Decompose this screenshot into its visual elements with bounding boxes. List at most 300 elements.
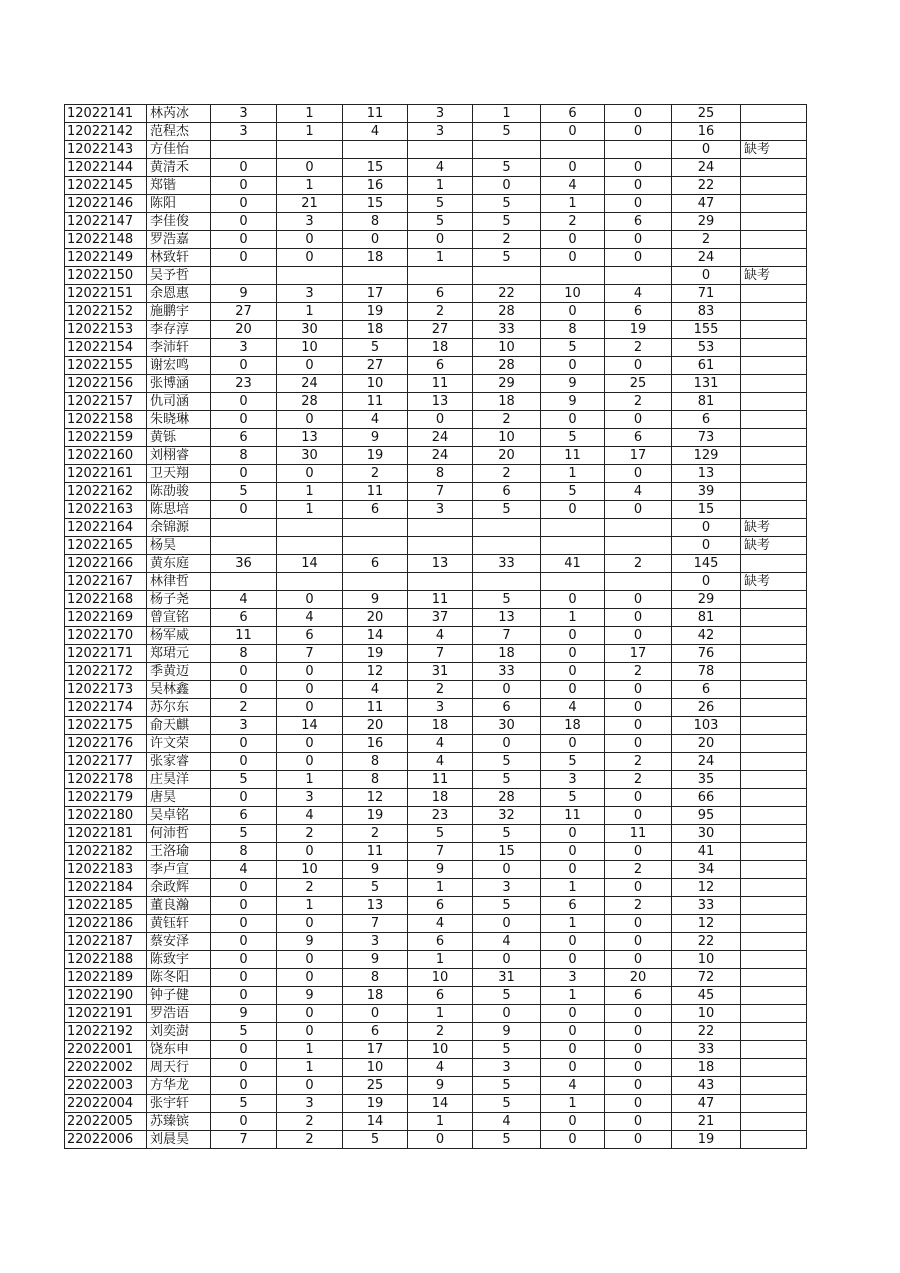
total-score-cell: 29 bbox=[672, 591, 741, 609]
total-score-cell: 6 bbox=[672, 681, 741, 699]
total-score-cell: 131 bbox=[672, 375, 741, 393]
q3-score-cell bbox=[343, 267, 408, 285]
q1-score-cell: 7 bbox=[211, 1131, 277, 1149]
q5-score-cell: 0 bbox=[473, 915, 541, 933]
table-row bbox=[65, 1077, 807, 1095]
remark-cell bbox=[741, 987, 807, 1005]
student-name-cell: 张宇轩 bbox=[147, 1095, 211, 1113]
student-id-cell: 12022182 bbox=[65, 843, 147, 861]
q5-score-cell: 5 bbox=[473, 771, 541, 789]
student-name-cell: 吴林鑫 bbox=[147, 681, 211, 699]
q7-score-cell bbox=[605, 519, 672, 537]
q5-score-cell: 5 bbox=[473, 1131, 541, 1149]
q2-score-cell: 13 bbox=[277, 429, 343, 447]
q1-score-cell: 0 bbox=[211, 915, 277, 933]
student-name-cell: 仇司涵 bbox=[147, 393, 211, 411]
q1-score-cell: 8 bbox=[211, 645, 277, 663]
student-id-cell: 12022143 bbox=[65, 141, 147, 159]
q1-score-cell: 0 bbox=[211, 663, 277, 681]
student-name-cell: 陈冬阳 bbox=[147, 969, 211, 987]
q7-score-cell: 0 bbox=[605, 159, 672, 177]
q1-score-cell: 8 bbox=[211, 843, 277, 861]
q5-score-cell: 0 bbox=[473, 951, 541, 969]
remark-cell bbox=[741, 555, 807, 573]
total-score-cell: 61 bbox=[672, 357, 741, 375]
student-name-cell: 罗浩嘉 bbox=[147, 231, 211, 249]
q1-score-cell: 0 bbox=[211, 735, 277, 753]
student-id-cell: 12022171 bbox=[65, 645, 147, 663]
q2-score-cell: 0 bbox=[277, 843, 343, 861]
remark-cell bbox=[741, 321, 807, 339]
q7-score-cell: 0 bbox=[605, 1077, 672, 1095]
student-id-cell: 12022186 bbox=[65, 915, 147, 933]
table-row bbox=[65, 789, 807, 807]
total-score-cell: 0 bbox=[672, 519, 741, 537]
student-id-cell: 12022190 bbox=[65, 987, 147, 1005]
student-name-cell: 罗浩语 bbox=[147, 1005, 211, 1023]
q3-score-cell: 20 bbox=[343, 717, 408, 735]
q2-score-cell: 14 bbox=[277, 717, 343, 735]
total-score-cell: 19 bbox=[672, 1131, 741, 1149]
q1-score-cell: 0 bbox=[211, 1113, 277, 1131]
table-row bbox=[65, 429, 807, 447]
q4-score-cell: 1 bbox=[408, 1005, 473, 1023]
total-score-cell: 72 bbox=[672, 969, 741, 987]
q4-score-cell: 6 bbox=[408, 897, 473, 915]
q2-score-cell: 0 bbox=[277, 231, 343, 249]
q1-score-cell: 0 bbox=[211, 231, 277, 249]
q5-score-cell: 0 bbox=[473, 735, 541, 753]
q6-score-cell: 0 bbox=[541, 1041, 605, 1059]
q1-score-cell: 0 bbox=[211, 789, 277, 807]
q2-score-cell: 1 bbox=[277, 177, 343, 195]
total-score-cell: 73 bbox=[672, 429, 741, 447]
q6-score-cell: 4 bbox=[541, 1077, 605, 1095]
q1-score-cell: 0 bbox=[211, 753, 277, 771]
q6-score-cell: 3 bbox=[541, 969, 605, 987]
total-score-cell: 10 bbox=[672, 1005, 741, 1023]
table-row bbox=[65, 915, 807, 933]
q4-score-cell: 5 bbox=[408, 195, 473, 213]
table-row bbox=[65, 105, 807, 123]
remark-cell bbox=[741, 645, 807, 663]
q7-score-cell bbox=[605, 537, 672, 555]
remark-cell bbox=[741, 483, 807, 501]
q2-score-cell: 1 bbox=[277, 303, 343, 321]
q1-score-cell: 0 bbox=[211, 969, 277, 987]
q2-score-cell: 0 bbox=[277, 159, 343, 177]
q6-score-cell bbox=[541, 141, 605, 159]
q2-score-cell: 0 bbox=[277, 1005, 343, 1023]
student-name-cell: 杨子尧 bbox=[147, 591, 211, 609]
q6-score-cell: 10 bbox=[541, 285, 605, 303]
q5-score-cell: 5 bbox=[473, 123, 541, 141]
remark-cell bbox=[741, 501, 807, 519]
q1-score-cell: 0 bbox=[211, 933, 277, 951]
q2-score-cell: 0 bbox=[277, 591, 343, 609]
q1-score-cell bbox=[211, 537, 277, 555]
q5-score-cell: 4 bbox=[473, 933, 541, 951]
q5-score-cell bbox=[473, 537, 541, 555]
remark-cell bbox=[741, 249, 807, 267]
q4-score-cell: 5 bbox=[408, 213, 473, 231]
remark-cell bbox=[741, 1113, 807, 1131]
q4-score-cell: 4 bbox=[408, 1059, 473, 1077]
q6-score-cell: 0 bbox=[541, 681, 605, 699]
q6-score-cell: 1 bbox=[541, 987, 605, 1005]
total-score-cell: 21 bbox=[672, 1113, 741, 1131]
student-name-cell: 黄钰轩 bbox=[147, 915, 211, 933]
remark-cell bbox=[741, 627, 807, 645]
student-name-cell: 俞天麒 bbox=[147, 717, 211, 735]
remark-cell bbox=[741, 1005, 807, 1023]
q7-score-cell: 0 bbox=[605, 465, 672, 483]
q4-score-cell: 24 bbox=[408, 429, 473, 447]
q4-score-cell: 5 bbox=[408, 825, 473, 843]
q6-score-cell: 0 bbox=[541, 933, 605, 951]
q1-score-cell: 0 bbox=[211, 177, 277, 195]
q6-score-cell: 9 bbox=[541, 375, 605, 393]
q2-score-cell: 0 bbox=[277, 249, 343, 267]
student-id-cell: 12022175 bbox=[65, 717, 147, 735]
q3-score-cell: 11 bbox=[343, 483, 408, 501]
table-row bbox=[65, 573, 807, 591]
q1-score-cell: 0 bbox=[211, 951, 277, 969]
remark-cell: 缺考 bbox=[741, 141, 807, 159]
q1-score-cell: 0 bbox=[211, 411, 277, 429]
student-name-cell: 林致轩 bbox=[147, 249, 211, 267]
q7-score-cell: 6 bbox=[605, 303, 672, 321]
q4-score-cell bbox=[408, 573, 473, 591]
total-score-cell: 35 bbox=[672, 771, 741, 789]
total-score-cell: 26 bbox=[672, 699, 741, 717]
table-row bbox=[65, 825, 807, 843]
q4-score-cell bbox=[408, 267, 473, 285]
q6-score-cell bbox=[541, 537, 605, 555]
table-row bbox=[65, 771, 807, 789]
total-score-cell: 95 bbox=[672, 807, 741, 825]
table-row bbox=[65, 285, 807, 303]
q5-score-cell bbox=[473, 573, 541, 591]
q5-score-cell: 5 bbox=[473, 825, 541, 843]
remark-cell bbox=[741, 789, 807, 807]
student-id-cell: 22022003 bbox=[65, 1077, 147, 1095]
remark-cell bbox=[741, 897, 807, 915]
q3-score-cell: 15 bbox=[343, 159, 408, 177]
q2-score-cell: 21 bbox=[277, 195, 343, 213]
total-score-cell: 45 bbox=[672, 987, 741, 1005]
q4-score-cell: 6 bbox=[408, 357, 473, 375]
score-table-body bbox=[65, 105, 807, 1149]
q1-score-cell: 5 bbox=[211, 1095, 277, 1113]
total-score-cell: 129 bbox=[672, 447, 741, 465]
q1-score-cell bbox=[211, 267, 277, 285]
q6-score-cell: 1 bbox=[541, 915, 605, 933]
table-row bbox=[65, 987, 807, 1005]
remark-cell bbox=[741, 951, 807, 969]
q7-score-cell: 2 bbox=[605, 663, 672, 681]
q3-score-cell: 7 bbox=[343, 915, 408, 933]
q4-score-cell: 4 bbox=[408, 735, 473, 753]
student-id-cell: 12022189 bbox=[65, 969, 147, 987]
q1-score-cell: 0 bbox=[211, 1077, 277, 1095]
student-id-cell: 12022183 bbox=[65, 861, 147, 879]
total-score-cell: 24 bbox=[672, 159, 741, 177]
q2-score-cell: 1 bbox=[277, 1041, 343, 1059]
remark-cell bbox=[741, 159, 807, 177]
table-row bbox=[65, 447, 807, 465]
q6-score-cell: 5 bbox=[541, 789, 605, 807]
q5-score-cell: 5 bbox=[473, 591, 541, 609]
q7-score-cell: 2 bbox=[605, 339, 672, 357]
q6-score-cell: 0 bbox=[541, 861, 605, 879]
remark-cell bbox=[741, 591, 807, 609]
total-score-cell: 2 bbox=[672, 231, 741, 249]
q3-score-cell: 8 bbox=[343, 753, 408, 771]
total-score-cell: 78 bbox=[672, 663, 741, 681]
q3-score-cell: 8 bbox=[343, 969, 408, 987]
q3-score-cell: 19 bbox=[343, 645, 408, 663]
q4-score-cell: 0 bbox=[408, 231, 473, 249]
q1-score-cell: 0 bbox=[211, 1059, 277, 1077]
q1-score-cell bbox=[211, 141, 277, 159]
q2-score-cell: 3 bbox=[277, 285, 343, 303]
total-score-cell: 0 bbox=[672, 573, 741, 591]
total-score-cell: 53 bbox=[672, 339, 741, 357]
q7-score-cell: 0 bbox=[605, 915, 672, 933]
q7-score-cell: 0 bbox=[605, 807, 672, 825]
q1-score-cell: 0 bbox=[211, 1041, 277, 1059]
q3-score-cell: 18 bbox=[343, 321, 408, 339]
q6-score-cell bbox=[541, 573, 605, 591]
student-id-cell: 12022151 bbox=[65, 285, 147, 303]
q5-score-cell: 9 bbox=[473, 1023, 541, 1041]
q1-score-cell: 8 bbox=[211, 447, 277, 465]
q3-score-cell: 4 bbox=[343, 411, 408, 429]
table-row bbox=[65, 735, 807, 753]
student-id-cell: 12022191 bbox=[65, 1005, 147, 1023]
q3-score-cell: 19 bbox=[343, 303, 408, 321]
q7-score-cell: 0 bbox=[605, 951, 672, 969]
table-row bbox=[65, 339, 807, 357]
q6-score-cell: 3 bbox=[541, 771, 605, 789]
total-score-cell: 29 bbox=[672, 213, 741, 231]
table-row bbox=[65, 321, 807, 339]
student-id-cell: 12022170 bbox=[65, 627, 147, 645]
student-name-cell: 陈致宇 bbox=[147, 951, 211, 969]
student-id-cell: 12022185 bbox=[65, 897, 147, 915]
student-name-cell: 刘栩睿 bbox=[147, 447, 211, 465]
q5-score-cell: 5 bbox=[473, 1095, 541, 1113]
table-row bbox=[65, 141, 807, 159]
q2-score-cell: 28 bbox=[277, 393, 343, 411]
q4-score-cell: 2 bbox=[408, 303, 473, 321]
q3-score-cell: 19 bbox=[343, 447, 408, 465]
q4-score-cell: 4 bbox=[408, 627, 473, 645]
q7-score-cell: 17 bbox=[605, 645, 672, 663]
q1-score-cell: 2 bbox=[211, 699, 277, 717]
q3-score-cell: 14 bbox=[343, 1113, 408, 1131]
remark-cell bbox=[741, 735, 807, 753]
q2-score-cell: 1 bbox=[277, 897, 343, 915]
total-score-cell: 16 bbox=[672, 123, 741, 141]
q6-score-cell: 0 bbox=[541, 1113, 605, 1131]
total-score-cell: 47 bbox=[672, 1095, 741, 1113]
q1-score-cell: 0 bbox=[211, 357, 277, 375]
total-score-cell: 42 bbox=[672, 627, 741, 645]
q7-score-cell: 0 bbox=[605, 411, 672, 429]
student-id-cell: 12022165 bbox=[65, 537, 147, 555]
q1-score-cell: 0 bbox=[211, 501, 277, 519]
student-id-cell: 12022168 bbox=[65, 591, 147, 609]
table-row bbox=[65, 249, 807, 267]
q2-score-cell: 0 bbox=[277, 1077, 343, 1095]
student-name-cell: 余政辉 bbox=[147, 879, 211, 897]
total-score-cell: 22 bbox=[672, 933, 741, 951]
student-id-cell: 22022001 bbox=[65, 1041, 147, 1059]
student-name-cell: 饶东申 bbox=[147, 1041, 211, 1059]
q2-score-cell: 30 bbox=[277, 447, 343, 465]
remark-cell bbox=[741, 447, 807, 465]
total-score-cell: 30 bbox=[672, 825, 741, 843]
student-id-cell: 12022158 bbox=[65, 411, 147, 429]
q5-score-cell: 5 bbox=[473, 753, 541, 771]
q1-score-cell: 36 bbox=[211, 555, 277, 573]
q1-score-cell: 3 bbox=[211, 123, 277, 141]
q7-score-cell: 0 bbox=[605, 681, 672, 699]
student-name-cell: 郑锴 bbox=[147, 177, 211, 195]
q2-score-cell: 2 bbox=[277, 879, 343, 897]
q3-score-cell: 19 bbox=[343, 1095, 408, 1113]
table-row bbox=[65, 753, 807, 771]
q1-score-cell: 3 bbox=[211, 105, 277, 123]
student-id-cell: 12022179 bbox=[65, 789, 147, 807]
q5-score-cell: 28 bbox=[473, 789, 541, 807]
total-score-cell: 71 bbox=[672, 285, 741, 303]
q7-score-cell: 0 bbox=[605, 249, 672, 267]
q5-score-cell: 30 bbox=[473, 717, 541, 735]
student-name-cell: 吴予哲 bbox=[147, 267, 211, 285]
student-name-cell: 刘晨昊 bbox=[147, 1131, 211, 1149]
table-row bbox=[65, 213, 807, 231]
remark-cell bbox=[741, 1023, 807, 1041]
q6-score-cell: 1 bbox=[541, 879, 605, 897]
remark-cell bbox=[741, 429, 807, 447]
q6-score-cell: 0 bbox=[541, 591, 605, 609]
table-row bbox=[65, 879, 807, 897]
student-name-cell: 黄铄 bbox=[147, 429, 211, 447]
q3-score-cell: 0 bbox=[343, 231, 408, 249]
q4-score-cell: 6 bbox=[408, 987, 473, 1005]
q7-score-cell: 0 bbox=[605, 735, 672, 753]
q6-score-cell: 11 bbox=[541, 807, 605, 825]
remark-cell bbox=[741, 195, 807, 213]
q2-score-cell: 14 bbox=[277, 555, 343, 573]
q4-score-cell: 27 bbox=[408, 321, 473, 339]
remark-cell bbox=[741, 771, 807, 789]
total-score-cell: 155 bbox=[672, 321, 741, 339]
q6-score-cell: 5 bbox=[541, 483, 605, 501]
q7-score-cell: 4 bbox=[605, 483, 672, 501]
total-score-cell: 81 bbox=[672, 393, 741, 411]
student-name-cell: 范程杰 bbox=[147, 123, 211, 141]
q6-score-cell: 0 bbox=[541, 1131, 605, 1149]
q6-score-cell: 0 bbox=[541, 249, 605, 267]
q4-score-cell: 0 bbox=[408, 1131, 473, 1149]
student-id-cell: 12022145 bbox=[65, 177, 147, 195]
q7-score-cell: 0 bbox=[605, 1095, 672, 1113]
q3-score-cell: 27 bbox=[343, 357, 408, 375]
student-name-cell: 曾宣铭 bbox=[147, 609, 211, 627]
q4-score-cell: 1 bbox=[408, 951, 473, 969]
remark-cell bbox=[741, 177, 807, 195]
remark-cell bbox=[741, 933, 807, 951]
q1-score-cell: 0 bbox=[211, 195, 277, 213]
q4-score-cell: 1 bbox=[408, 177, 473, 195]
q5-score-cell: 29 bbox=[473, 375, 541, 393]
student-name-cell: 林芮冰 bbox=[147, 105, 211, 123]
student-id-cell: 12022162 bbox=[65, 483, 147, 501]
remark-cell bbox=[741, 393, 807, 411]
q7-score-cell: 19 bbox=[605, 321, 672, 339]
q2-score-cell: 7 bbox=[277, 645, 343, 663]
q1-score-cell: 0 bbox=[211, 249, 277, 267]
q3-score-cell: 6 bbox=[343, 555, 408, 573]
student-name-cell: 郑珺元 bbox=[147, 645, 211, 663]
q1-score-cell: 27 bbox=[211, 303, 277, 321]
q7-score-cell: 0 bbox=[605, 627, 672, 645]
total-score-cell: 13 bbox=[672, 465, 741, 483]
q4-score-cell: 7 bbox=[408, 843, 473, 861]
table-row bbox=[65, 1095, 807, 1113]
q6-score-cell: 0 bbox=[541, 735, 605, 753]
q1-score-cell: 6 bbox=[211, 807, 277, 825]
table-row bbox=[65, 807, 807, 825]
q3-score-cell: 25 bbox=[343, 1077, 408, 1095]
table-row bbox=[65, 465, 807, 483]
q5-score-cell: 33 bbox=[473, 555, 541, 573]
q2-score-cell: 1 bbox=[277, 501, 343, 519]
remark-cell bbox=[741, 1095, 807, 1113]
q5-score-cell: 18 bbox=[473, 645, 541, 663]
q6-score-cell: 0 bbox=[541, 645, 605, 663]
q1-score-cell: 3 bbox=[211, 339, 277, 357]
student-name-cell: 陈思培 bbox=[147, 501, 211, 519]
total-score-cell: 22 bbox=[672, 1023, 741, 1041]
q3-score-cell: 18 bbox=[343, 249, 408, 267]
table-row bbox=[65, 1059, 807, 1077]
student-id-cell: 22022005 bbox=[65, 1113, 147, 1131]
total-score-cell: 0 bbox=[672, 141, 741, 159]
remark-cell bbox=[741, 1041, 807, 1059]
q6-score-cell: 0 bbox=[541, 1023, 605, 1041]
q1-score-cell: 5 bbox=[211, 825, 277, 843]
q7-score-cell: 0 bbox=[605, 231, 672, 249]
q2-score-cell: 2 bbox=[277, 1113, 343, 1131]
student-name-cell: 苏尔东 bbox=[147, 699, 211, 717]
remark-cell: 缺考 bbox=[741, 573, 807, 591]
q3-score-cell bbox=[343, 573, 408, 591]
q4-score-cell: 10 bbox=[408, 969, 473, 987]
student-name-cell: 钟子健 bbox=[147, 987, 211, 1005]
table-row bbox=[65, 1005, 807, 1023]
remark-cell bbox=[741, 1077, 807, 1095]
student-name-cell: 施鹏宇 bbox=[147, 303, 211, 321]
q6-score-cell: 0 bbox=[541, 663, 605, 681]
q2-score-cell: 3 bbox=[277, 1095, 343, 1113]
q2-score-cell bbox=[277, 519, 343, 537]
q1-score-cell: 0 bbox=[211, 159, 277, 177]
